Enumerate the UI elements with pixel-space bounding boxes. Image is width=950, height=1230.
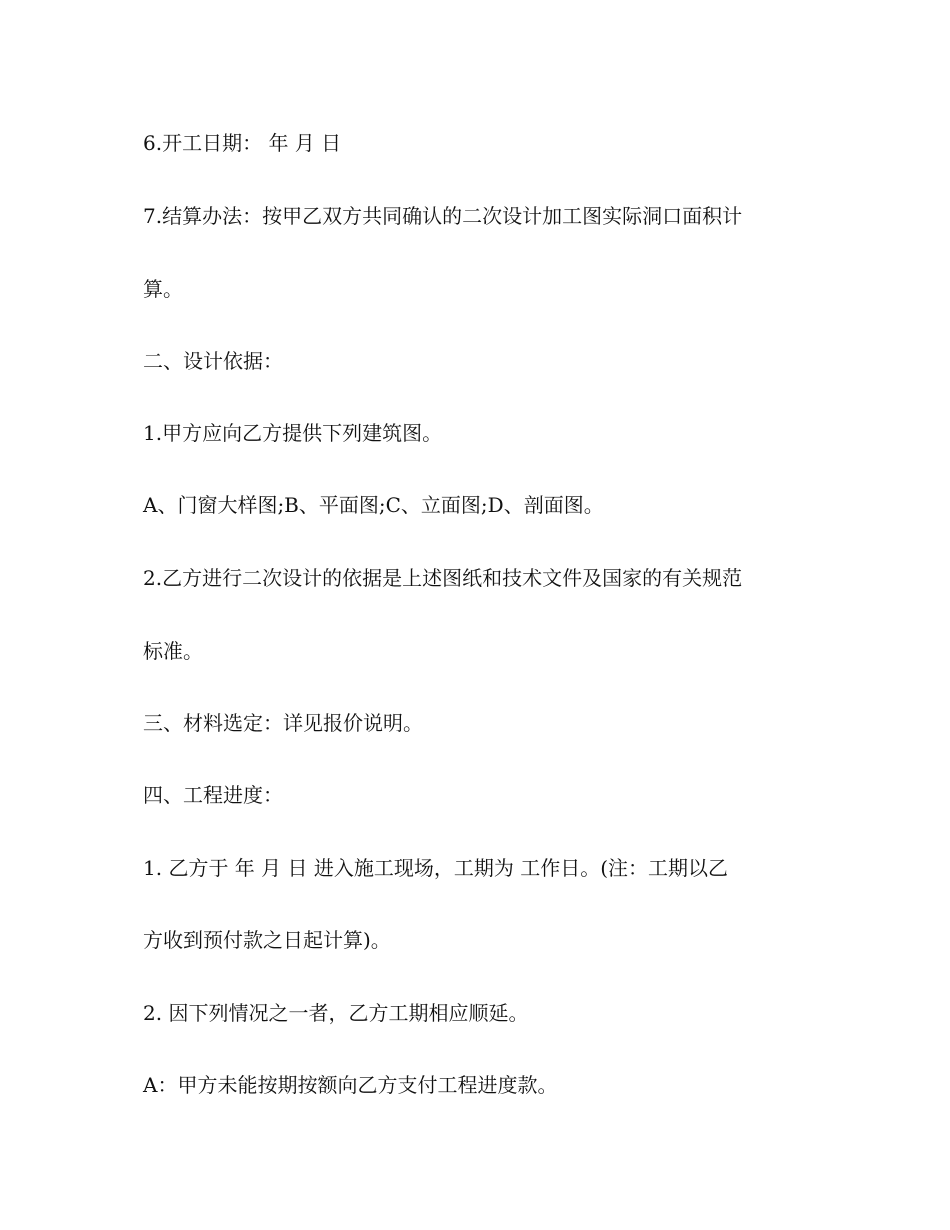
text-line: 7.结算办法：按甲乙双方共同确认的二次设计加工图实际洞口面积计 — [143, 204, 743, 228]
text-line: 6.开工日期： 年 月 日 — [143, 131, 342, 155]
text-line: A：甲方未能按期按额向乙方支付工程进度款。 — [143, 1073, 558, 1097]
text-line: 2. 因下列情况之一者，乙方工期相应顺延。 — [143, 1001, 529, 1025]
text-line: 1.甲方应向乙方提供下列建筑图。 — [143, 421, 443, 445]
text-line: 标准。 — [143, 639, 203, 663]
text-line: 1. 乙方于 年 月 日 进入施工现场，工期为 工作日。(注：工期以乙 — [143, 856, 729, 880]
text-line: 方收到预付款之日起计算)。 — [143, 928, 391, 952]
text-line: A、门窗大样图;B、平面图;C、立面图;D、剖面图。 — [143, 493, 604, 517]
text-line: 2.乙方进行二次设计的依据是上述图纸和技术文件及国家的有关规范 — [143, 566, 743, 590]
text-line: 算。 — [143, 277, 183, 301]
text-line: 三、材料选定：详见报价说明。 — [143, 711, 423, 735]
text-line: 四、工程进度： — [143, 783, 283, 807]
text-line: 二、设计依据： — [143, 349, 283, 373]
